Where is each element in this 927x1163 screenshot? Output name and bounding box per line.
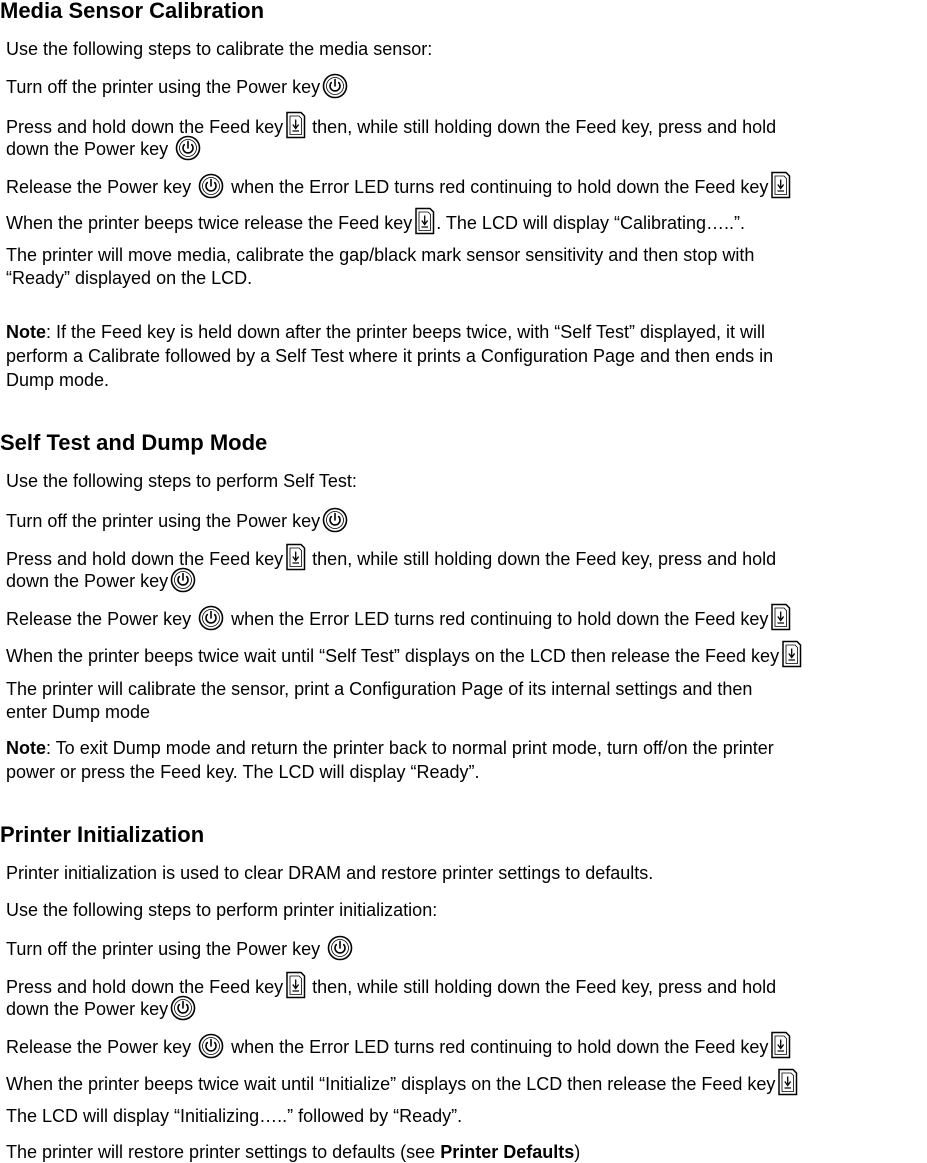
power-key-icon bbox=[198, 605, 224, 631]
selftest-step-4 bbox=[6, 640, 803, 668]
feed-key-icon bbox=[769, 603, 791, 631]
init-step-3-text-a: Release the Power key bbox=[6, 1037, 192, 1057]
media-note-line-1 bbox=[6, 321, 765, 343]
selftest-note-line-2: power or press the Feed key. The LCD will display “Ready”. bbox=[6, 762, 480, 782]
selftest-step-2-text-b: then, while still holding down the Feed key, press and hold bbox=[307, 549, 777, 569]
init-step-2-cont bbox=[6, 995, 198, 1021]
init-step-4-text: When the printer beeps twice wait until “Initialize” displays on the LCD then release the Feed key bbox=[6, 1074, 776, 1094]
feed-key-icon bbox=[284, 971, 306, 999]
printer-defaults-ref: Printer Defaults bbox=[440, 1142, 575, 1162]
media-step-3-text-a: Release the Power key bbox=[6, 177, 192, 197]
init-step-2-text-b: then, while still holding down the Feed key, press and hold bbox=[307, 977, 777, 997]
selftest-step-1 bbox=[6, 507, 350, 533]
init-step-4 bbox=[6, 1068, 799, 1096]
section-title-media-calibration: Media Sensor Calibration bbox=[0, 0, 265, 23]
feed-key-icon bbox=[769, 171, 791, 199]
power-key-icon bbox=[322, 507, 348, 533]
media-step-1 bbox=[6, 73, 350, 99]
power-key-icon bbox=[198, 173, 224, 199]
power-key-icon bbox=[170, 995, 196, 1021]
selftest-step-2-text-a: Press and hold down the Feed key bbox=[6, 549, 284, 569]
init-step-1 bbox=[6, 935, 355, 961]
selftest-intro: Use the following steps to perform Self Test: bbox=[6, 471, 357, 491]
media-step-3 bbox=[6, 171, 792, 199]
media-intro: Use the following steps to calibrate the media sensor: bbox=[6, 39, 433, 59]
init-step-3 bbox=[6, 1031, 792, 1059]
note-label: Note bbox=[6, 322, 46, 342]
media-step-3-text-b: when the Error LED turns red continuing to hold down the Feed key bbox=[226, 177, 769, 197]
init-intro-2: Use the following steps to perform printer initialization: bbox=[6, 900, 438, 920]
feed-key-icon bbox=[284, 111, 306, 139]
selftest-note-text-a: : To exit Dump mode and return the printer back to normal print mode, turn off/on the printer bbox=[46, 738, 774, 758]
power-key-icon bbox=[322, 73, 348, 99]
selftest-step-5-line-1: The printer will calibrate the sensor, print a Configuration Page of its internal settings and then bbox=[6, 679, 753, 699]
section-title-printer-init: Printer Initialization bbox=[0, 822, 205, 847]
selftest-step-2-cont bbox=[6, 567, 198, 593]
selftest-step-4-text: When the printer beeps twice wait until “Self Test” displays on the LCD then release the Feed key bbox=[6, 646, 780, 666]
init-step-3-text-b: when the Error LED turns red continuing to hold down the Feed key bbox=[226, 1037, 769, 1057]
selftest-step-5-line-2: enter Dump mode bbox=[6, 702, 151, 722]
media-step-1-text: Turn off the printer using the Power key bbox=[6, 77, 321, 97]
selftest-step-3-text-a: Release the Power key bbox=[6, 609, 192, 629]
init-step-5: The LCD will display “Initializing…..” followed by “Ready”. bbox=[6, 1106, 463, 1126]
feed-key-icon bbox=[776, 1068, 798, 1096]
init-step-6-text-a: The printer will restore printer settings to defaults (see bbox=[6, 1142, 441, 1162]
power-key-icon bbox=[198, 1033, 224, 1059]
selftest-step-2-text-c: down the Power key bbox=[6, 571, 169, 591]
init-step-6 bbox=[6, 1141, 580, 1163]
init-step-6-text-c: ) bbox=[574, 1142, 581, 1162]
selftest-step-3-text-b: when the Error LED turns red continuing to hold down the Feed key bbox=[226, 609, 769, 629]
media-step-4-text-b: . The LCD will display “Calibrating…..”. bbox=[436, 213, 746, 233]
feed-key-icon bbox=[780, 640, 802, 668]
init-step-2-text-c: down the Power key bbox=[6, 999, 169, 1019]
media-step-5-line-1: The printer will move media, calibrate the gap/black mark sensor sensitivity and then stop with bbox=[6, 245, 755, 265]
media-note-text-a: : If the Feed key is held down after the printer beeps twice, with “Self Test” displayed, it will bbox=[46, 322, 766, 342]
media-step-2-text-c: down the Power key bbox=[6, 139, 169, 159]
init-step-1-text: Turn off the printer using the Power key bbox=[6, 939, 321, 959]
init-step-2-text-a: Press and hold down the Feed key bbox=[6, 977, 284, 997]
media-step-4 bbox=[6, 207, 745, 235]
selftest-step-1-text: Turn off the printer using the Power key bbox=[6, 511, 321, 531]
power-key-icon bbox=[175, 135, 201, 161]
media-note-line-3: Dump mode. bbox=[6, 370, 110, 390]
media-step-2-text-b: then, while still holding down the Feed key, press and hold bbox=[307, 117, 777, 137]
feed-key-icon bbox=[769, 1031, 791, 1059]
power-key-icon bbox=[327, 935, 353, 961]
media-step-2-text-a: Press and hold down the Feed key bbox=[6, 117, 284, 137]
media-step-2-cont bbox=[6, 135, 203, 161]
section-title-self-test: Self Test and Dump Mode bbox=[0, 430, 268, 455]
selftest-step-3 bbox=[6, 603, 792, 631]
media-step-4-text-a: When the printer beeps twice release the Feed key bbox=[6, 213, 413, 233]
power-key-icon bbox=[170, 567, 196, 593]
media-step-5-line-2: “Ready” displayed on the LCD. bbox=[6, 268, 253, 288]
note-label: Note bbox=[6, 738, 46, 758]
media-note-line-2: perform a Calibrate followed by a Self Test where it prints a Configuration Page and then ends in bbox=[6, 346, 774, 366]
feed-key-icon bbox=[284, 543, 306, 571]
feed-key-icon bbox=[413, 207, 435, 235]
selftest-note-line-1 bbox=[6, 737, 774, 759]
init-intro-1: Printer initialization is used to clear DRAM and restore printer settings to defaults. bbox=[6, 863, 654, 883]
